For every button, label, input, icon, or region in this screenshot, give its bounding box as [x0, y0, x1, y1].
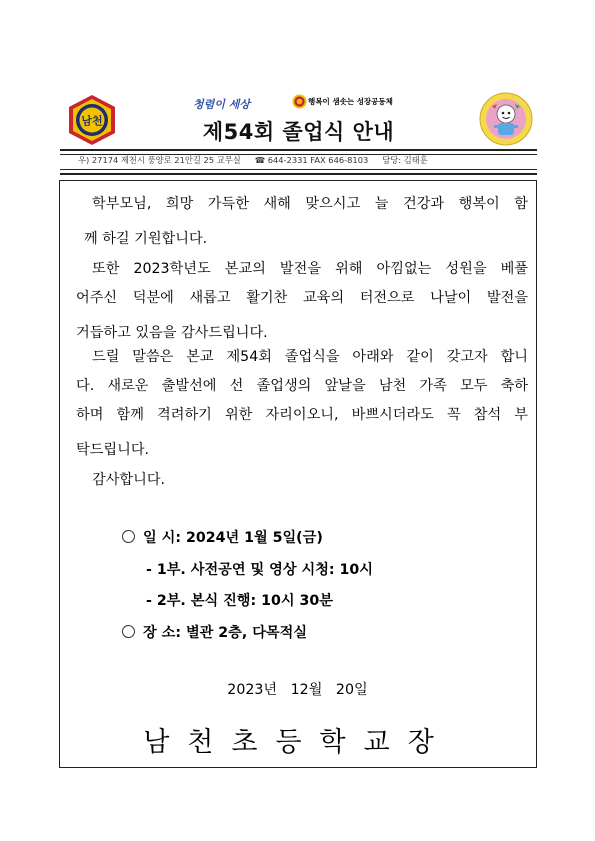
- contact-phone: ☎ 644-2331 FAX 646-8103: [254, 155, 369, 165]
- contact-staff: 담당: 김태훈: [382, 155, 428, 165]
- paragraph-thanks-line1: 또한 2023학년도 본교의 발전을 위해 아낌없는 성원을 베풀: [92, 261, 528, 277]
- paragraph-thanks-line3: 거듭하고 있음을 감사드립니다.: [76, 325, 268, 341]
- document-title: 제54회 졸업식 안내: [202, 120, 395, 144]
- happy-badge-icon: [292, 94, 307, 109]
- paragraph-thanks-line2: 어주신 덕분에 새롭고 활기찬 교육의 터전으로 나날이 발전을: [76, 290, 528, 306]
- event-place-text: 장 소: 별관 2층, 다목적실: [143, 625, 308, 641]
- event-part2: - 2부. 본식 진행: 10시 30분: [146, 593, 333, 609]
- paragraph-invite-line1: 드릴 말씀은 본교 제54회 졸업식을 아래와 같이 갖고자 합니: [92, 349, 528, 365]
- mascot-icon: [479, 92, 533, 146]
- letterhead: [60, 88, 537, 148]
- event-part1: - 1부. 사전공연 및 영상 시청: 10시: [146, 562, 373, 578]
- logo-text: 남천: [81, 114, 103, 128]
- principal-signature: 남천초등학교장: [143, 727, 452, 758]
- contact-line: [78, 154, 428, 166]
- paragraph-greeting-line1: 학부모님, 희망 가득한 새해 맞으시고 늘 건강과 행복이 함: [92, 196, 528, 212]
- paragraph-invite-line2: 다. 새로운 출발선에 선 졸업생의 앞날을 남천 가족 모두 축하: [76, 378, 528, 394]
- paragraph-greeting-line2: 께 하길 기원합니다.: [84, 231, 208, 247]
- slogan-right: [292, 94, 393, 109]
- event-place: [122, 622, 307, 642]
- paragraph-invite-line4: 탁드립니다.: [76, 442, 150, 458]
- event-date: [122, 527, 323, 547]
- slogan-left: 청렴이 세상: [193, 98, 250, 111]
- header-rule-bottom: [60, 169, 537, 175]
- slogan-right-text: 행복이 샘솟는 성장공동체: [308, 97, 393, 106]
- contact-address: 우) 27174 제천시 풍양로 21안길 25 교무실: [78, 155, 241, 165]
- circle-bullet-icon: [122, 530, 135, 543]
- circle-bullet-icon: [122, 625, 135, 638]
- issue-date: 2023년 12월 20일: [227, 682, 368, 698]
- closing-thanks: 감사합니다.: [92, 472, 166, 488]
- paragraph-invite-line3: 하며 함께 격려하기 위한 자리이오니, 바쁘시더라도 꼭 참석 부: [76, 407, 528, 423]
- event-date-text: 일 시: 2024년 1월 5일(금): [143, 530, 323, 546]
